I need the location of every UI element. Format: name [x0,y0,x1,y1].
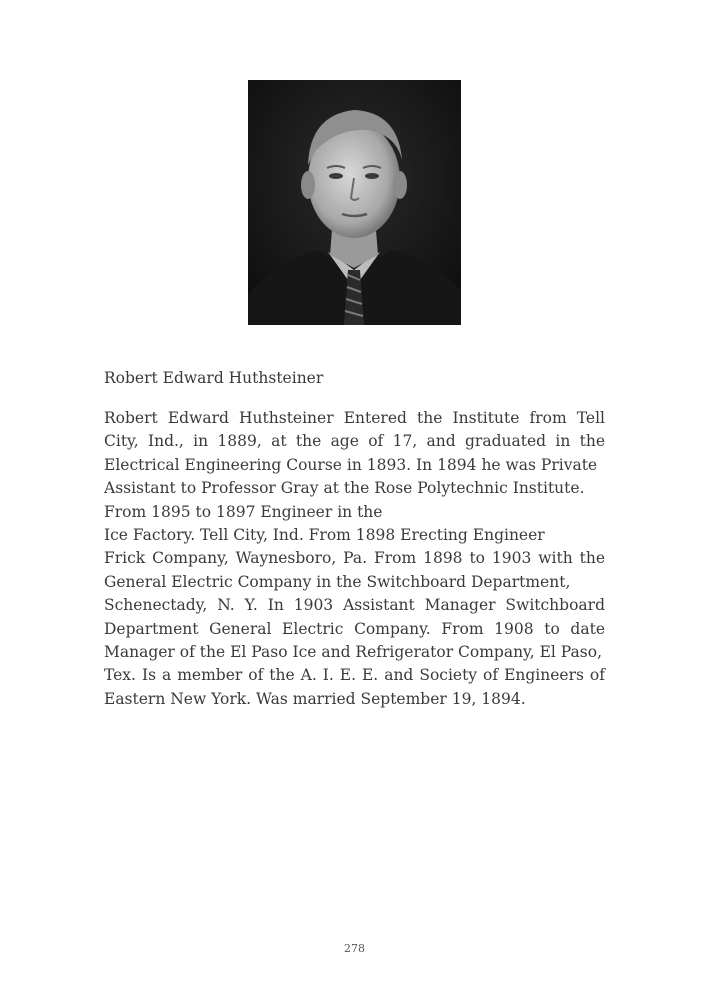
bio-line: Robert Edward Huthsteiner Entered the Institute from Tell [104,409,605,427]
bio-line: From 1895 to 1897 Engineer in the [104,502,383,521]
bio-line: Schenectady, N. Y. In 1903 Assistant Manager Switchboard [104,596,605,615]
bio-line: Ice Factory. Tell City, Ind. From 1898 Erecting Engineer [104,525,545,544]
bio-line: Frick Company, Waynesboro, Pa. From 1898 to 1903 with the [104,549,605,568]
bio-line: Electrical Engineering Course in 1893. In 1894 he was Private [104,455,598,474]
bio-line: Eastern New York. Was married September 19, 1894. [104,689,526,708]
bio-line: Tex. Is a member of the A. I. E. E. and Society of Engineers of [104,666,605,685]
biography-text [104,407,605,711]
bio-line: Assistant to Professor Gray at the Rose Polytechnic Institute. [104,479,585,498]
bio-line: Department General Electric Company. From 1908 to date [104,619,605,638]
page-number: 278 [344,942,365,955]
bio-line: Manager of the El Paso Ice and Refrigerator Company, El Paso, [104,642,602,661]
portrait-photo-icon [248,80,461,325]
bio-line: City, Ind., in 1889, at the age of 17, and graduated in the [104,432,605,451]
portrait-photo [248,80,461,325]
bio-line: General Electric Company in the Switchboard Department, [104,572,571,591]
photo-caption: Robert Edward Huthsteiner [104,369,324,387]
